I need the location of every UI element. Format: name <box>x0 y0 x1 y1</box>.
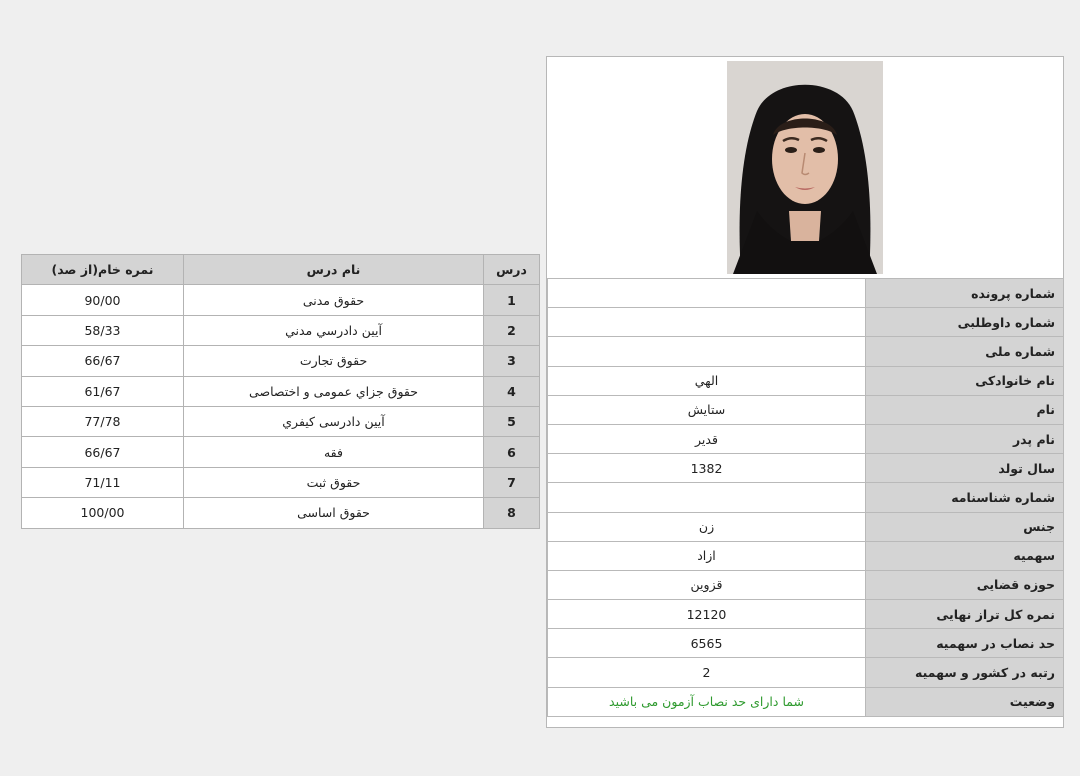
course-number-cell: 7 <box>484 467 540 497</box>
candidate-info-table <box>547 278 1064 717</box>
info-row-father-name <box>548 424 1064 453</box>
first-name-value: ستايش <box>548 395 866 424</box>
course-cell: حقوق ثبت <box>184 467 484 497</box>
birth-certificate-label: شماره شناسنامه <box>866 483 1064 512</box>
candidate-photo <box>727 61 883 274</box>
final-score-value: 12120 <box>548 600 866 629</box>
photo-area <box>547 57 1063 278</box>
gender-label: جنس <box>866 512 1064 541</box>
info-row-judicial-district <box>548 570 1064 599</box>
info-row-family-name <box>548 366 1064 395</box>
quota-threshold-label: حد نصاب در سهميه <box>866 629 1064 658</box>
course-cell: حقوق جزاي عمومی و اختصاصی <box>184 376 484 406</box>
info-row-status <box>548 687 1064 716</box>
course-number-cell: 2 <box>484 315 540 345</box>
course-number-cell: 8 <box>484 498 540 528</box>
info-row-birth-certificate <box>548 483 1064 512</box>
info-row-quota <box>548 541 1064 570</box>
national-id-label: شماره ملی <box>866 337 1064 366</box>
course-number-cell: 3 <box>484 346 540 376</box>
table-row <box>22 376 540 406</box>
score-cell: 90/00 <box>22 285 184 315</box>
applicant-number-value <box>548 308 866 337</box>
birth-year-value: 1382 <box>548 454 866 483</box>
national-id-value <box>548 337 866 366</box>
table-row <box>22 467 540 497</box>
table-row <box>22 285 540 315</box>
father-name-value: قدير <box>548 424 866 453</box>
course-number-cell: 1 <box>484 285 540 315</box>
score-cell: 77/78 <box>22 406 184 436</box>
course-number-cell: 5 <box>484 406 540 436</box>
info-row-gender <box>548 512 1064 541</box>
birth-year-label: سال تولد <box>866 454 1064 483</box>
family-name-value: الهي <box>548 366 866 395</box>
scores-header-row <box>22 255 540 285</box>
score-cell: 58/33 <box>22 315 184 345</box>
first-name-label: نام <box>866 395 1064 424</box>
score-cell: 66/67 <box>22 437 184 467</box>
score-cell: 66/67 <box>22 346 184 376</box>
judicial-district-value: قزوين <box>548 570 866 599</box>
info-row-first-name <box>548 395 1064 424</box>
info-row-final-score <box>548 600 1064 629</box>
course-cell: آيين دادرسی کيفري <box>184 406 484 436</box>
score-column-header: نمره خام(از صد) <box>22 255 184 285</box>
file-number-label: شماره پرونده <box>866 279 1064 308</box>
birth-certificate-value <box>548 483 866 512</box>
course-column-header: نام درس <box>184 255 484 285</box>
course-cell: فقه <box>184 437 484 467</box>
table-row <box>22 346 540 376</box>
number-column-header: درس <box>484 255 540 285</box>
status-label: وضعيت <box>866 687 1064 716</box>
info-row-birth-year <box>548 454 1064 483</box>
table-row <box>22 437 540 467</box>
table-row <box>22 498 540 528</box>
score-cell: 100/00 <box>22 498 184 528</box>
candidate-profile-card <box>546 56 1064 728</box>
info-row-file-number <box>548 279 1064 308</box>
score-cell: 71/11 <box>22 467 184 497</box>
info-row-national-id <box>548 337 1064 366</box>
quota-value: ازاد <box>548 541 866 570</box>
father-name-label: نام پدر <box>866 424 1064 453</box>
course-number-cell: 6 <box>484 437 540 467</box>
family-name-label: نام خانوادکی <box>866 366 1064 395</box>
table-row <box>22 315 540 345</box>
info-row-quota-threshold <box>548 629 1064 658</box>
course-cell: حقوق مدنی <box>184 285 484 315</box>
gender-value: زن <box>548 512 866 541</box>
course-cell: آيين دادرسي مدني <box>184 315 484 345</box>
status-value: شما دارای حد نصاب آزمون می باشيد <box>548 687 866 716</box>
info-row-rank <box>548 658 1064 687</box>
final-score-label: نمره کل تراز نهايی <box>866 600 1064 629</box>
rank-value: 2 <box>548 658 866 687</box>
info-row-applicant-number <box>548 308 1064 337</box>
applicant-number-label: شماره داوطلبی <box>866 308 1064 337</box>
quota-label: سهميه <box>866 541 1064 570</box>
course-cell: حقوق اساسی <box>184 498 484 528</box>
course-cell: حقوق تجارت <box>184 346 484 376</box>
rank-label: رتبه در کشور و سهميه <box>866 658 1064 687</box>
scores-table <box>21 254 540 529</box>
file-number-value <box>548 279 866 308</box>
course-number-cell: 4 <box>484 376 540 406</box>
table-row <box>22 406 540 436</box>
score-cell: 61/67 <box>22 376 184 406</box>
judicial-district-label: حوزه قضايی <box>866 570 1064 599</box>
quota-threshold-value: 6565 <box>548 629 866 658</box>
